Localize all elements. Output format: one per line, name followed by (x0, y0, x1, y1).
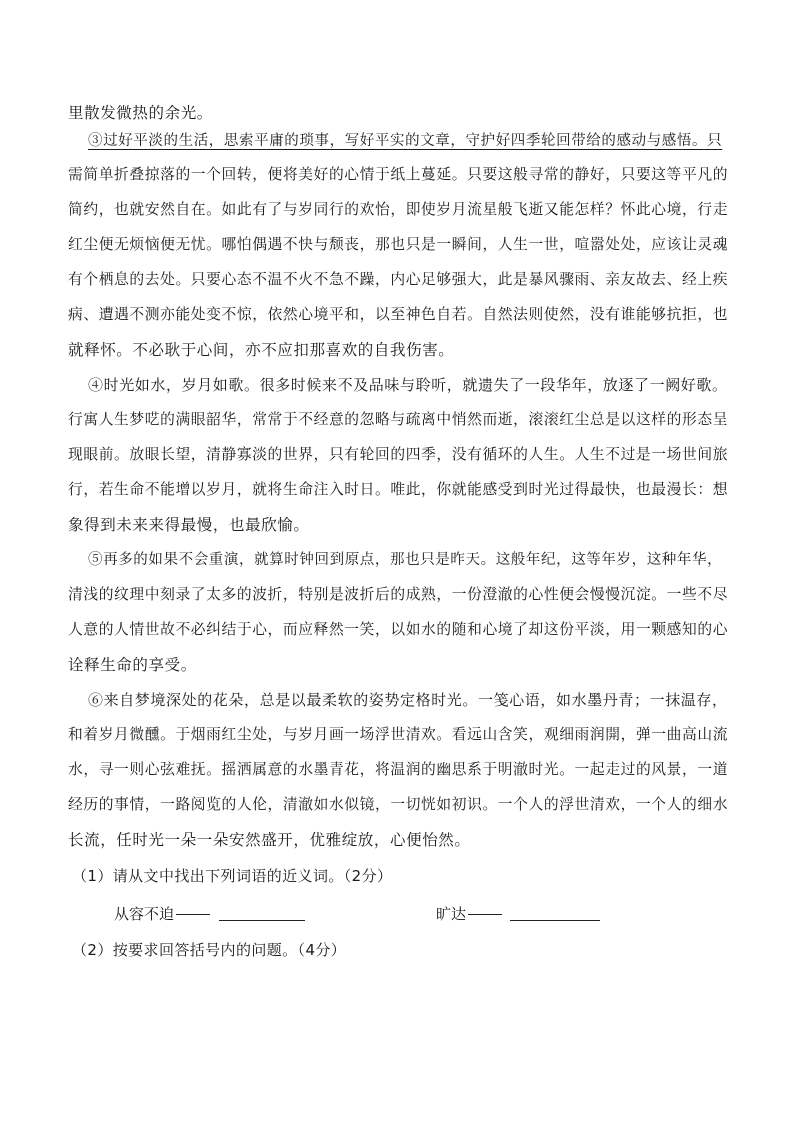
text-line: 病、遭遇不测亦能处变不惊，依然心境平和，以至神色自若。自然法则使然，没有谁能够抗拒，也 (68, 306, 729, 323)
text-line: 里散发微热的余光。 (68, 104, 213, 122)
synonym-item-1 (114, 904, 210, 924)
dash-separator (176, 914, 210, 915)
text-line: 象得到未来来得最慢，也最欣愉。 (68, 516, 310, 534)
text-line: 有个栖息的去处。只要心态不温不火不急不躁，内心足够强大，此是暴风骤雨、亲友故去、经上疾 (68, 271, 729, 288)
text-line: 诠释生命的享受。 (68, 656, 197, 674)
answer-blank-1[interactable] (219, 920, 305, 921)
text-line: 人意的人情世故不必纠结于心，而应释然一笑，以如水的随和心境了却这份平淡，用一颗感知的心 (68, 621, 729, 638)
text-line: 现眼前。放眼长望，清静寡淡的世界，只有轮回的四季，没有循环的人生。人生不过是一场世间旅 (68, 446, 729, 463)
text-line: 行，若生命不能增以岁月，就将生命注入时日。唯此，你就能感受到时光过得最快，也最漫长：想 (68, 481, 729, 498)
text-line: 长流，任时光一朵一朵安然盛开，优雅绽放，心便怡然。 (68, 831, 471, 849)
text-line: 需简单折叠掠落的一个回转，便将美好的心情于纸上蔓延。只要这般寻常的静好，只要这等平凡的 (68, 166, 729, 183)
text-line: 和着岁月微醺。于烟雨红尘处，与岁月画一场浮世清欢。看远山含笑，观细雨润開，弹一曲高山流 (68, 726, 729, 743)
paragraph-4-start: ④时光如水，岁月如歌。很多时候来不及品味与聆听，就遗失了一段华年，放逐了一阙好歌。 (88, 376, 728, 394)
synonym-word-1: 从容不迫 (114, 905, 175, 923)
text-line: 简约，也就安然自在。如此有了与岁同行的欢怡，即使岁月流星般飞逝又能怎样？怀此心境，行走 (68, 201, 729, 218)
answer-blank-2[interactable] (510, 920, 600, 921)
text-line: 清浅的纹理中刻录了太多的波折，特别是波折后的成熟，一份澄澈的心性便会慢慢沉淀。一些不尽 (68, 586, 729, 603)
synonym-word-2: 旷达 (436, 905, 467, 923)
paragraph-3-start: ③过好平淡的生活，思索平庸的琐事，写好平实的文章，守护好四季轮回带给的感动与感悟。只 (88, 133, 723, 149)
synonym-item-2 (436, 904, 502, 924)
text-line: 就释怀。不必耿于心间，亦不应扣那喜欢的自我伤害。 (68, 341, 455, 359)
question-1: （1）请从文中找出下列词语的近义词。（2分） (72, 867, 393, 885)
text-line: 红尘便无烦恼便无忧。哪怕偶遇不快与颓丧，那也只是一瞬间，人生一世，喧嚣处处，应该让灵魂 (68, 236, 729, 253)
text-line: 经历的事情，一路阅览的人伦，清澈如水似镜，一切恍如初识。一个人的浮世清欢，一个人的细水 (68, 796, 729, 813)
paragraph-6-start: ⑥来自梦境深处的花朵，总是以最柔软的姿势定格时光。一笺心语，如水墨丹青；一抹温存， (88, 691, 728, 709)
paragraph-5-start: ⑤再多的如果不会重演，就算时钟回到原点，那也只是昨天。这般年纪，这等年岁，这种年华， (88, 552, 723, 568)
dash-separator (468, 914, 502, 915)
question-2: （2）按要求回答括号内的问题。（4分） (72, 941, 347, 959)
text-line: 水，寻一则心弦难抚。摇洒属意的水墨青花，将温润的幽思系于明澈时光。一起走过的风景，一道 (68, 761, 729, 778)
text-line: 行寓人生梦呓的满眼韶华，常常于不经意的忽略与疏离中悄然而逝，滚滚红尘总是以这样的形态呈 (68, 411, 729, 428)
